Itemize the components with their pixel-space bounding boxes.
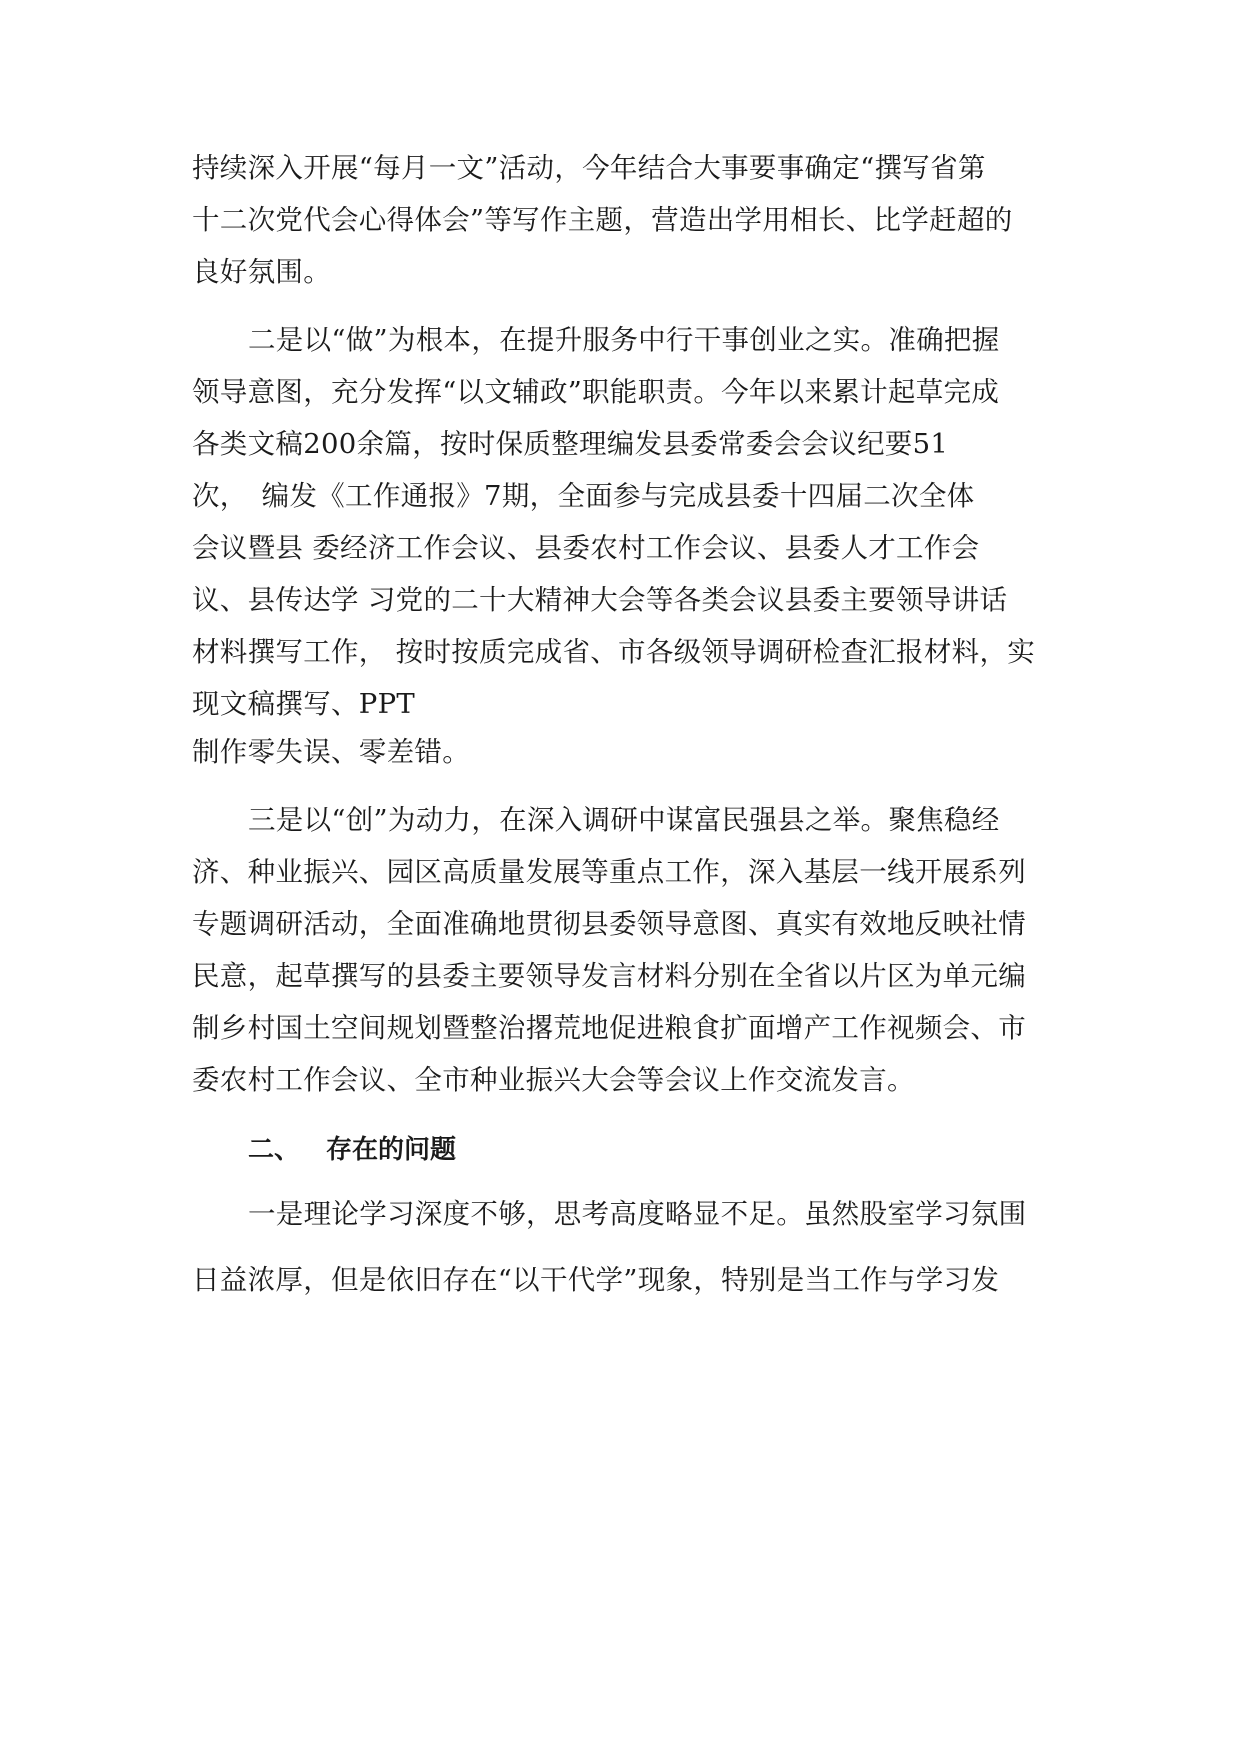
- paragraph-line: 一是理论学习深度不够，思考高度略显不足。虽然股室学习氛围: [248, 1198, 1027, 1230]
- paragraph-line: 民意，起草撰写的县委主要领导发言材料分别在全省以片区为单元编: [192, 960, 1026, 992]
- paragraph-line: 议、县传达学 习党的二十大精神大会等各类会议县委主要领导讲话: [192, 584, 1008, 616]
- paragraph-line: 持续深入开展“每月一文”活动，今年结合大事要事确定“撰写省第: [192, 152, 986, 184]
- paragraph-line: 现文稿撰写、PPT: [192, 688, 416, 720]
- paragraph-line: 日益浓厚，但是依旧存在“以干代学”现象，特别是当工作与学习发: [192, 1264, 1000, 1296]
- paragraph-line: 材料撰写工作， 按时按质完成省、市各级领导调研检查汇报材料，实: [192, 636, 1036, 668]
- paragraph-line: 委农村工作会议、全市种业振兴大会等会议上作交流发言。: [192, 1064, 915, 1096]
- paragraph-line: 专题调研活动，全面准确地贯彻县委领导意图、真实有效地反映社情: [192, 908, 1026, 940]
- paragraph-line: 制作零失误、零差错。: [192, 736, 470, 768]
- section-number: 二、: [248, 1135, 301, 1165]
- paragraph-line: 领导意图，充分发挥“以文辅政”职能职责。今年以来累计起草完成: [192, 376, 1000, 408]
- paragraph-line: 会议暨县 委经济工作会议、县委农村工作会议、县委人才工作会: [192, 532, 980, 564]
- paragraph-line: 济、种业振兴、园区高质量发展等重点工作，深入基层一线开展系列: [192, 856, 1026, 888]
- section-heading: [248, 1132, 456, 1168]
- paragraph-line: 各类文稿200余篇，按时保质整理编发县委常委会会议纪要51: [192, 428, 949, 460]
- paragraph-line: 十二次党代会心得体会”等写作主题，营造出学用相长、比学赶超的: [192, 204, 1013, 236]
- paragraph-line: 三是以“创”为动力，在深入调研中谋富民强县之举。聚焦稳经: [248, 804, 1000, 836]
- paragraph-line: 二是以“做”为根本，在提升服务中行干事创业之实。准确把握: [248, 324, 1000, 356]
- paragraph-line: 良好氛围。: [192, 256, 331, 288]
- paragraph-line: 次， 编发《工作通报》7期，全面参与完成县委十四届二次全体: [192, 480, 975, 512]
- section-title: 存在的问题: [326, 1135, 457, 1165]
- paragraph-line: 制乡村国土空间规划暨整治撂荒地促进粮食扩面增产工作视频会、市: [192, 1012, 1026, 1044]
